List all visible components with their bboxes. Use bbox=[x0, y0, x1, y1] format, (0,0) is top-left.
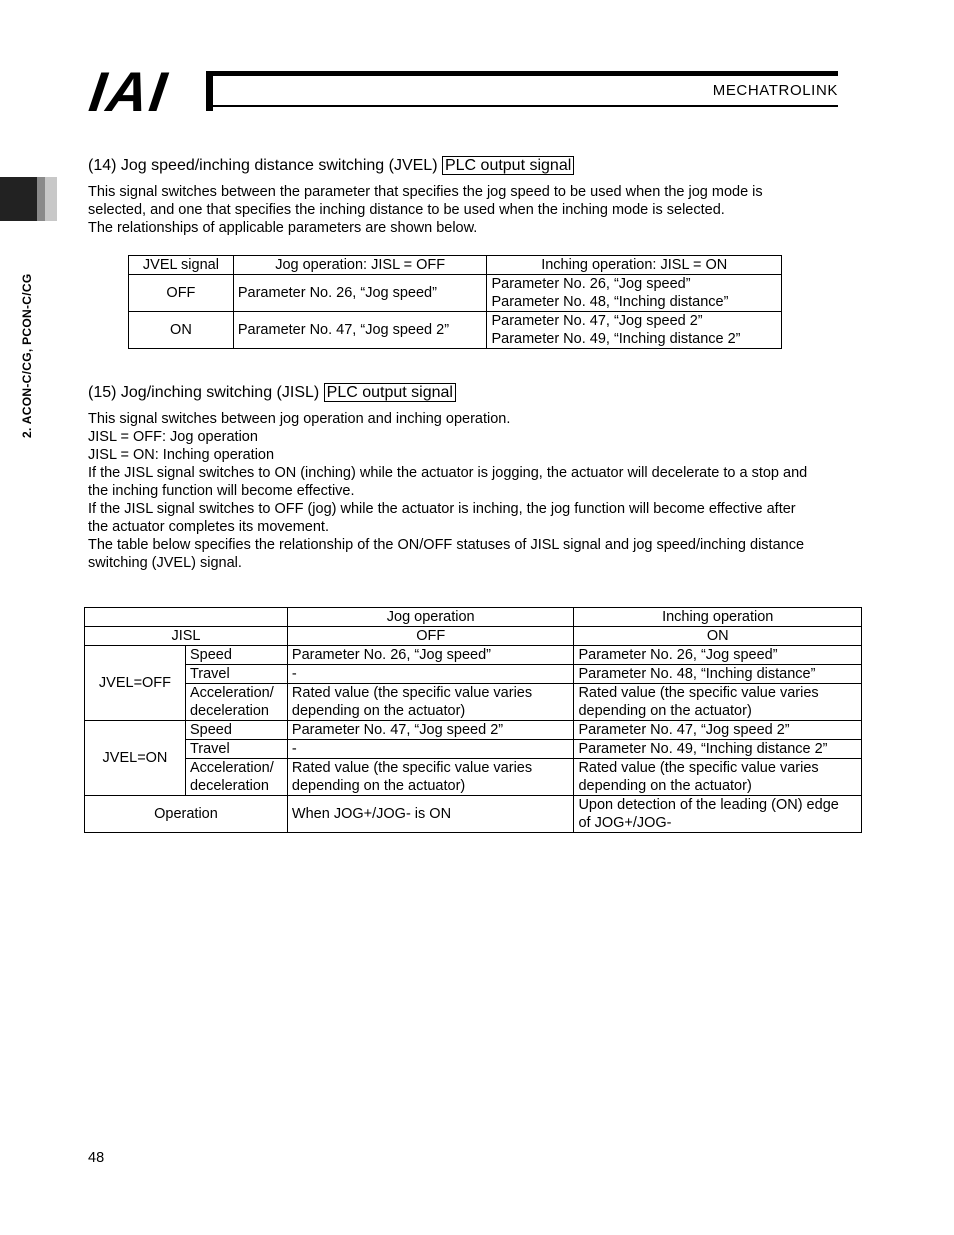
table-cell: Parameter No. 26, “Jog speed” bbox=[574, 646, 862, 665]
cell-line: Rated value (the specific value varies bbox=[291, 760, 533, 776]
brand-label: MECHATROLINK bbox=[712, 82, 838, 99]
table-cell: Parameter No. 48, “Inching distance” bbox=[574, 665, 862, 684]
table-row bbox=[129, 275, 782, 312]
cell-line: Rated value (the specific value varies bbox=[578, 760, 819, 776]
table-cell: Parameter No. 26, “Jog speed” bbox=[287, 646, 574, 665]
table-cell: Speed bbox=[185, 646, 287, 665]
paragraph-line: This signal switches between the parameter that specifies the jog speed to be used when the jog mode is bbox=[88, 184, 763, 200]
cell-line: Parameter No. 48, “Inching distance” bbox=[491, 294, 729, 310]
table-cell: Parameter No. 47, “Jog speed 2” bbox=[233, 312, 487, 349]
table-cell: OFF bbox=[129, 275, 234, 312]
cell-line: depending on the actuator) bbox=[578, 778, 752, 794]
table-header-row bbox=[85, 608, 862, 627]
cell-line: Parameter No. 47, “Jog speed 2” bbox=[491, 313, 703, 329]
section-14-heading bbox=[88, 157, 574, 175]
page-number: 48 bbox=[88, 1150, 105, 1166]
cell-line: depending on the actuator) bbox=[578, 703, 752, 719]
table-header-cell: Inching operation: JISL = ON bbox=[487, 256, 782, 275]
group-label-cell: JVEL=ON bbox=[85, 721, 186, 796]
paragraph-line: If the JISL signal switches to OFF (jog) while the actuator is inching, the jog function will become effective after bbox=[88, 501, 796, 517]
table-row bbox=[85, 627, 862, 646]
table-cell bbox=[574, 796, 862, 833]
paragraph-line: the actuator completes its movement. bbox=[88, 519, 329, 535]
table-cell: - bbox=[287, 740, 574, 759]
header-rule-bottom bbox=[206, 105, 838, 107]
table-cell: JISL bbox=[85, 627, 288, 646]
table-cell bbox=[574, 684, 862, 721]
table-row bbox=[85, 684, 862, 721]
table-row bbox=[85, 646, 862, 665]
table-row bbox=[85, 740, 862, 759]
cell-line: deceleration bbox=[189, 703, 269, 719]
table-header-cell-empty bbox=[85, 608, 288, 627]
table-cell: Travel bbox=[185, 740, 287, 759]
paragraph-line: the inching function will become effective. bbox=[88, 483, 355, 499]
table-header-cell: Jog operation bbox=[287, 608, 574, 627]
table-cell: When JOG+/JOG- is ON bbox=[287, 796, 574, 833]
table-header-row bbox=[129, 256, 782, 275]
iai-logo: IAI bbox=[85, 60, 173, 123]
table-cell bbox=[185, 759, 287, 796]
section-15-heading bbox=[88, 384, 456, 402]
table-cell: Travel bbox=[185, 665, 287, 684]
jvel-parameter-table bbox=[128, 255, 782, 349]
table-cell: ON bbox=[129, 312, 234, 349]
cell-line: Parameter No. 49, “Inching distance 2” bbox=[491, 331, 741, 347]
section-15-signal-tag: PLC output signal bbox=[324, 383, 456, 402]
table-row bbox=[85, 721, 862, 740]
table-cell: ON bbox=[574, 627, 862, 646]
chapter-tab-marker bbox=[0, 177, 57, 221]
table-cell bbox=[574, 759, 862, 796]
table-header-cell: JVEL signal bbox=[129, 256, 234, 275]
cell-line: Upon detection of the leading (ON) edge bbox=[578, 797, 839, 813]
table-cell: - bbox=[287, 665, 574, 684]
section-14-signal-tag: PLC output signal bbox=[442, 156, 574, 175]
table-header-cell: Jog operation: JISL = OFF bbox=[233, 256, 487, 275]
table-cell bbox=[487, 275, 782, 312]
table-cell: Operation bbox=[85, 796, 288, 833]
table-row bbox=[85, 796, 862, 833]
group-label-cell: JVEL=OFF bbox=[85, 646, 186, 721]
cell-line: of JOG+/JOG- bbox=[578, 815, 672, 831]
table-row bbox=[85, 759, 862, 796]
cell-line: depending on the actuator) bbox=[291, 703, 466, 719]
section-15-paragraph bbox=[88, 410, 868, 572]
paragraph-line: JISL = OFF: Jog operation bbox=[88, 429, 258, 445]
table-cell: Parameter No. 26, “Jog speed” bbox=[233, 275, 487, 312]
table-cell bbox=[287, 759, 574, 796]
section-14-title: (14) Jog speed/inching distance switching (JVEL) bbox=[88, 157, 438, 174]
table-header-cell: Inching operation bbox=[574, 608, 862, 627]
table-cell bbox=[487, 312, 782, 349]
table-cell: OFF bbox=[287, 627, 574, 646]
cell-line: depending on the actuator) bbox=[291, 778, 466, 794]
cell-line: Rated value (the specific value varies bbox=[578, 685, 819, 701]
table-cell: Speed bbox=[185, 721, 287, 740]
paragraph-line: This signal switches between jog operation and inching operation. bbox=[88, 411, 511, 427]
paragraph-line: If the JISL signal switches to ON (inching) while the actuator is jogging, the actuator will decelerate to a stop and bbox=[88, 465, 808, 481]
paragraph-line: switching (JVEL) signal. bbox=[88, 555, 242, 571]
section-14-paragraph bbox=[88, 183, 868, 237]
cell-line: Rated value (the specific value varies bbox=[291, 685, 533, 701]
paragraph-line: JISL = ON: Inching operation bbox=[88, 447, 275, 463]
chapter-side-label: 2. ACON-C/CG, PCON-C/CG bbox=[20, 273, 34, 438]
cell-line: Parameter No. 26, “Jog speed” bbox=[491, 276, 691, 292]
table-cell: Parameter No. 47, “Jog speed 2” bbox=[287, 721, 574, 740]
table-row bbox=[85, 665, 862, 684]
cell-line: deceleration bbox=[189, 778, 269, 794]
cell-line: Acceleration/ bbox=[189, 685, 274, 701]
table-row bbox=[129, 312, 782, 349]
section-15-title: (15) Jog/inching switching (JISL) bbox=[88, 384, 320, 401]
jisl-jvel-relationship-table bbox=[84, 607, 862, 833]
table-cell bbox=[287, 684, 574, 721]
cell-line: Acceleration/ bbox=[189, 760, 274, 776]
paragraph-line: The table below specifies the relationship of the ON/OFF statuses of JISL signal and jog speed/inching distance bbox=[88, 537, 805, 553]
table-cell: Parameter No. 47, “Jog speed 2” bbox=[574, 721, 862, 740]
table-cell bbox=[185, 684, 287, 721]
header-rule-top bbox=[213, 71, 838, 76]
paragraph-line: The relationships of applicable parameters are shown below. bbox=[88, 220, 478, 236]
paragraph-line: selected, and one that specifies the inching distance to be used when the inching mode is selected. bbox=[88, 202, 725, 218]
table-cell: Parameter No. 49, “Inching distance 2” bbox=[574, 740, 862, 759]
